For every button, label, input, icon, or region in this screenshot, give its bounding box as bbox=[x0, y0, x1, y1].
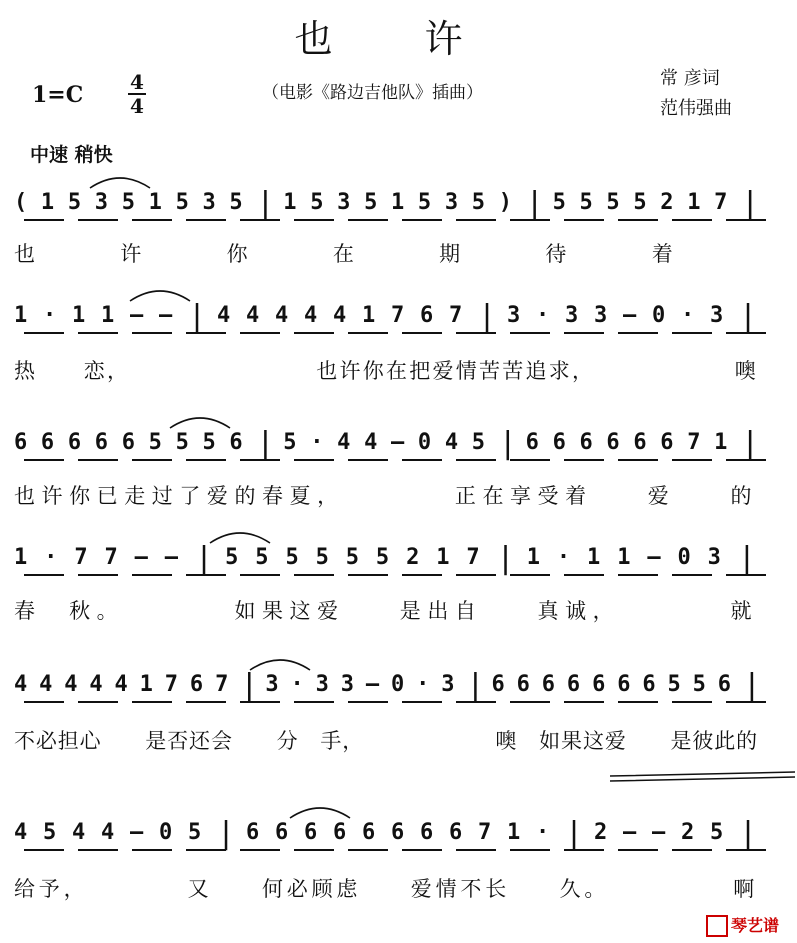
note: 7 bbox=[104, 545, 118, 570]
note: 5 bbox=[310, 190, 324, 215]
note: 5 bbox=[148, 430, 162, 455]
lyric-char: 你 bbox=[362, 359, 384, 383]
note: 2 bbox=[660, 190, 674, 215]
note: — bbox=[623, 303, 637, 328]
lyric-char: 长 bbox=[485, 877, 507, 901]
note: 1 bbox=[617, 545, 631, 570]
lyric-char: 你 bbox=[69, 484, 91, 508]
barline: | bbox=[742, 668, 761, 703]
note: ( bbox=[14, 190, 28, 215]
note: 5 bbox=[202, 430, 216, 455]
note: 7 bbox=[478, 820, 492, 845]
note: — bbox=[623, 820, 637, 845]
barline: | bbox=[256, 426, 275, 461]
lyric-char: 走 bbox=[124, 484, 146, 508]
lyric-char: 给 bbox=[14, 877, 35, 901]
lyric-char: 是 bbox=[145, 729, 167, 753]
lyric-char: 着 bbox=[565, 484, 587, 508]
note: · bbox=[310, 430, 324, 455]
note: 4 bbox=[14, 672, 28, 697]
note: 3 bbox=[337, 190, 351, 215]
lyric-char: 在 bbox=[386, 359, 407, 383]
note: 0 bbox=[159, 820, 173, 845]
note: 6 bbox=[717, 672, 731, 697]
lyric-char: 求 bbox=[548, 359, 570, 383]
song-title: 也 许 bbox=[294, 17, 503, 61]
lyric-char: 苦 bbox=[479, 359, 500, 383]
lyric-char: 不 bbox=[14, 729, 35, 753]
note: 0 bbox=[652, 303, 666, 328]
lyric-char: 如 bbox=[234, 599, 256, 623]
barline: | bbox=[739, 299, 758, 334]
note: 7 bbox=[687, 430, 701, 455]
lyric-char: 情 bbox=[455, 359, 477, 383]
lyric-char: 噢 bbox=[495, 729, 517, 753]
lyric-char: 果 bbox=[561, 729, 583, 753]
note: · bbox=[290, 672, 304, 697]
note: 6 bbox=[94, 430, 109, 455]
lyric-char: 待 bbox=[545, 242, 567, 266]
note: 5 bbox=[345, 545, 359, 570]
note: 3 bbox=[340, 672, 354, 697]
lyric-char: 过 bbox=[151, 484, 173, 508]
lyric-char: 夏 bbox=[289, 484, 311, 508]
note: 6 bbox=[579, 430, 593, 455]
note: 3 bbox=[265, 672, 279, 697]
lyric-char: 真 bbox=[537, 599, 559, 623]
note: 7 bbox=[164, 672, 179, 697]
lyric-char: 诚 bbox=[565, 599, 587, 623]
note: — bbox=[652, 820, 666, 845]
note: 6 bbox=[541, 672, 556, 697]
note: 6 bbox=[275, 820, 289, 845]
note: 4 bbox=[275, 303, 289, 328]
lyric-char: 也 bbox=[14, 242, 35, 266]
note: 6 bbox=[552, 430, 566, 455]
note: — bbox=[365, 672, 380, 697]
lyric-char: 不 bbox=[460, 877, 482, 901]
lyric-char: 顾 bbox=[311, 877, 333, 901]
note: 5 bbox=[633, 190, 647, 215]
note: 4 bbox=[114, 672, 128, 697]
note: 6 bbox=[391, 820, 405, 845]
barline: | bbox=[525, 186, 544, 221]
note: 5 bbox=[417, 190, 432, 215]
lyric-char: 爱 bbox=[317, 599, 339, 623]
note: 6 bbox=[420, 303, 434, 328]
lyric-char: 分 bbox=[276, 729, 298, 753]
note: 7 bbox=[714, 190, 728, 215]
barline: | bbox=[194, 541, 214, 576]
note: 7 bbox=[466, 545, 480, 570]
lyric-char: ， bbox=[317, 484, 339, 508]
note: 4 bbox=[444, 430, 459, 455]
crescendo-mark bbox=[610, 772, 795, 781]
slur bbox=[170, 418, 230, 428]
note: 1 bbox=[436, 545, 450, 570]
note: 6 bbox=[67, 430, 82, 455]
slur bbox=[250, 660, 310, 670]
lyric-char: 也 bbox=[316, 359, 338, 383]
lyric-char: 许 bbox=[339, 359, 361, 383]
note: · bbox=[43, 303, 57, 328]
lyric-char: 苦 bbox=[502, 359, 524, 383]
lyric-char: 否 bbox=[167, 729, 189, 753]
note: 1 bbox=[40, 190, 55, 215]
lyric-char: 了 bbox=[179, 484, 201, 508]
note: 0 bbox=[677, 545, 691, 570]
note: 5 bbox=[188, 820, 202, 845]
lyric-char: 久 bbox=[559, 877, 581, 901]
note: 3 bbox=[315, 672, 329, 697]
note: 6 bbox=[14, 430, 28, 455]
lyric-char: ， bbox=[342, 729, 364, 753]
lyric-char: 是 bbox=[670, 729, 692, 753]
note: 6 bbox=[592, 672, 606, 697]
note: 6 bbox=[642, 672, 656, 697]
lyric-char: 手 bbox=[320, 729, 342, 753]
lyric-char: 是 bbox=[399, 599, 421, 623]
lyric-char: 的 bbox=[736, 729, 758, 753]
note: 1 bbox=[391, 190, 405, 215]
lyric-char: 爱 bbox=[647, 484, 669, 508]
note: 5 bbox=[606, 190, 620, 215]
note: 6 bbox=[229, 430, 243, 455]
barline: | bbox=[741, 186, 760, 221]
note: 6 bbox=[525, 430, 539, 455]
lyric-char: 噢 bbox=[734, 359, 756, 383]
slur bbox=[130, 291, 190, 301]
lyric-char: 就 bbox=[730, 599, 752, 623]
note: 5 bbox=[667, 672, 681, 697]
lyric-char: 自 bbox=[454, 599, 476, 623]
note: · bbox=[536, 303, 550, 328]
lyric-char: 你 bbox=[226, 242, 248, 266]
key-signature: 1=C bbox=[32, 82, 84, 108]
barline: | bbox=[739, 816, 758, 851]
note: 5 bbox=[255, 545, 269, 570]
note: 3 bbox=[202, 190, 216, 215]
note: 6 bbox=[420, 820, 434, 845]
note: 5 bbox=[315, 545, 329, 570]
lyric-char: 虑 bbox=[336, 877, 358, 901]
lyric-char: 正 bbox=[454, 484, 476, 508]
note: 5 bbox=[225, 545, 239, 570]
watermark: 琴艺谱 bbox=[706, 913, 779, 938]
lyric-char: 还 bbox=[189, 729, 211, 753]
note: 2 bbox=[594, 820, 608, 845]
lyric-char: 着 bbox=[651, 242, 673, 266]
note: 3 bbox=[594, 303, 608, 328]
lyric-char: 享 bbox=[510, 484, 531, 508]
lyric-char: 春 bbox=[262, 484, 283, 508]
note: 5 bbox=[710, 820, 724, 845]
note: 5 bbox=[175, 190, 189, 215]
barline: | bbox=[741, 426, 760, 461]
barline: | bbox=[240, 668, 259, 703]
note: 1 bbox=[101, 303, 115, 328]
note: 4 bbox=[333, 303, 347, 328]
note: 4 bbox=[217, 303, 231, 328]
lyric-char: 秋 bbox=[69, 599, 91, 623]
lyric-char: 的 bbox=[234, 484, 256, 508]
note: 5 bbox=[579, 190, 593, 215]
lyric-char: 彼 bbox=[692, 729, 714, 753]
note: 6 bbox=[333, 820, 347, 845]
note: 2 bbox=[681, 820, 695, 845]
note: 4 bbox=[101, 820, 115, 845]
note: 5 bbox=[283, 430, 297, 455]
lyric-char: 出 bbox=[427, 599, 449, 623]
note: — bbox=[164, 545, 179, 570]
lyric-char: 予 bbox=[38, 877, 60, 901]
note: 0 bbox=[417, 430, 432, 455]
lyric-char: 春 bbox=[14, 599, 35, 623]
lyric-char: 又 bbox=[187, 877, 209, 901]
note: 6 bbox=[121, 430, 135, 455]
note: 1 bbox=[14, 303, 28, 328]
lyric-char: 心 bbox=[79, 729, 101, 753]
lyric-char: 已 bbox=[96, 484, 118, 508]
note: 5 bbox=[364, 190, 378, 215]
barline: | bbox=[496, 541, 515, 576]
note: 6 bbox=[304, 820, 318, 845]
note: 1 bbox=[687, 190, 701, 215]
lyric-char: 热 bbox=[14, 359, 35, 383]
tempo-marking: 中速 稍快 bbox=[30, 144, 113, 166]
slur bbox=[290, 808, 350, 818]
time-sig-top: 4 bbox=[130, 70, 144, 94]
note: 1 bbox=[148, 190, 162, 215]
lyric-char: 啊 bbox=[733, 877, 755, 901]
lyric-char: 这 bbox=[289, 599, 311, 623]
lyric-char: ， bbox=[63, 877, 85, 901]
note: — bbox=[134, 545, 148, 570]
subtitle: （电影《路边吉他队》插曲） bbox=[262, 83, 483, 103]
note: 4 bbox=[304, 303, 318, 328]
note: 4 bbox=[39, 672, 53, 697]
lyric-char: 在 bbox=[482, 484, 504, 508]
note: — bbox=[130, 820, 144, 845]
lyric-char: 许 bbox=[41, 484, 63, 508]
slur bbox=[210, 533, 270, 543]
note: · bbox=[536, 820, 550, 845]
note: 3 bbox=[441, 672, 455, 697]
note: 6 bbox=[449, 820, 463, 845]
note: — bbox=[159, 303, 173, 328]
note: 3 bbox=[565, 303, 579, 328]
note: 5 bbox=[229, 190, 243, 215]
note: 6 bbox=[362, 820, 376, 845]
lyric-char: ， bbox=[592, 599, 614, 623]
barline: | bbox=[466, 668, 485, 703]
lyric-char: 此 bbox=[714, 729, 736, 753]
barline: | bbox=[188, 299, 207, 334]
barline: | bbox=[256, 186, 275, 221]
lyric-char: 爱 bbox=[410, 877, 432, 901]
barline: | bbox=[498, 426, 517, 461]
note: 1 bbox=[139, 672, 153, 697]
note: 6 bbox=[633, 430, 647, 455]
barline: | bbox=[478, 299, 497, 334]
note: ) bbox=[498, 190, 512, 215]
note: 5 bbox=[175, 430, 189, 455]
note: 4 bbox=[72, 820, 86, 845]
note: 4 bbox=[89, 672, 103, 697]
note: 1 bbox=[507, 820, 521, 845]
note: 1 bbox=[714, 430, 728, 455]
note: 1 bbox=[283, 190, 297, 215]
note: — bbox=[130, 303, 144, 328]
lyric-char: 何 bbox=[262, 877, 283, 901]
note: 5 bbox=[471, 430, 486, 455]
note: 5 bbox=[552, 190, 566, 215]
note: 1 bbox=[14, 545, 28, 570]
barline: | bbox=[217, 816, 236, 851]
time-sig-bottom: 4 bbox=[130, 94, 144, 118]
lyric-char: 果 bbox=[262, 599, 283, 623]
lyricist: 常 彦词 bbox=[660, 68, 720, 89]
note: 3 bbox=[710, 303, 724, 328]
note: 0 bbox=[391, 672, 405, 697]
lyric-char: 这 bbox=[582, 729, 604, 753]
note: 1 bbox=[72, 303, 86, 328]
note: 6 bbox=[189, 672, 204, 697]
note: 5 bbox=[471, 190, 486, 215]
lyric-char: 。 bbox=[584, 877, 606, 901]
note: 4 bbox=[64, 672, 78, 697]
lyric-char: 会 bbox=[210, 729, 232, 753]
note: 7 bbox=[74, 545, 88, 570]
note: 6 bbox=[660, 430, 674, 455]
note: · bbox=[416, 672, 430, 697]
lyric-char: 追 bbox=[525, 359, 547, 383]
lyric-char: 爱 bbox=[206, 484, 228, 508]
note: 5 bbox=[43, 820, 57, 845]
lyric-char: 情 bbox=[435, 877, 457, 901]
note: · bbox=[44, 545, 58, 570]
lyric-char: 必 bbox=[35, 729, 57, 753]
note: 6 bbox=[246, 820, 260, 845]
lyric-char: 的 bbox=[730, 484, 752, 508]
lyric-char: 担 bbox=[57, 729, 79, 753]
note: 6 bbox=[617, 672, 631, 697]
note: 3 bbox=[507, 303, 521, 328]
note: 5 bbox=[121, 190, 135, 215]
note: · bbox=[556, 545, 571, 570]
lyric-char: 爱 bbox=[604, 729, 626, 753]
barline: | bbox=[565, 816, 584, 851]
lyric-char: 把 bbox=[409, 359, 431, 383]
lyric-char: 爱 bbox=[432, 359, 454, 383]
lyric-char: ， bbox=[572, 359, 593, 383]
note: 1 bbox=[362, 303, 376, 328]
note: 5 bbox=[375, 545, 390, 570]
lyric-char: 。 bbox=[96, 599, 118, 623]
lyric-char: 受 bbox=[537, 484, 559, 508]
note: 4 bbox=[364, 430, 378, 455]
slur bbox=[90, 178, 150, 188]
note: · bbox=[681, 303, 695, 328]
note: 3 bbox=[94, 190, 109, 215]
note: 7 bbox=[449, 303, 463, 328]
note: 4 bbox=[14, 820, 28, 845]
note: 5 bbox=[67, 190, 82, 215]
note: 6 bbox=[566, 672, 581, 697]
lyric-char: 恋 bbox=[83, 359, 105, 383]
lyric-char: 在 bbox=[332, 242, 354, 266]
note: — bbox=[391, 430, 405, 455]
note: 6 bbox=[40, 430, 55, 455]
note: 5 bbox=[692, 672, 706, 697]
note: 1 bbox=[526, 545, 540, 570]
note: 1 bbox=[587, 545, 601, 570]
note: 4 bbox=[337, 430, 351, 455]
note: — bbox=[647, 545, 661, 570]
note: 6 bbox=[491, 672, 505, 697]
note: 7 bbox=[391, 303, 405, 328]
composer: 范伟强曲 bbox=[660, 98, 732, 119]
lyric-char: 如 bbox=[539, 729, 561, 753]
lyric-char: ， bbox=[107, 359, 128, 383]
note: 3 bbox=[707, 545, 721, 570]
lyric-char: 期 bbox=[439, 242, 461, 266]
note: 3 bbox=[444, 190, 459, 215]
note: 6 bbox=[516, 672, 530, 697]
barline: | bbox=[737, 541, 756, 576]
note: 6 bbox=[606, 430, 620, 455]
note: 2 bbox=[406, 545, 420, 570]
note: 5 bbox=[285, 545, 299, 570]
lyric-char: 许 bbox=[120, 242, 142, 266]
note: 7 bbox=[215, 672, 229, 697]
lyric-char: 也 bbox=[14, 484, 35, 508]
lyric-char: 必 bbox=[286, 877, 308, 901]
note: 4 bbox=[246, 303, 260, 328]
